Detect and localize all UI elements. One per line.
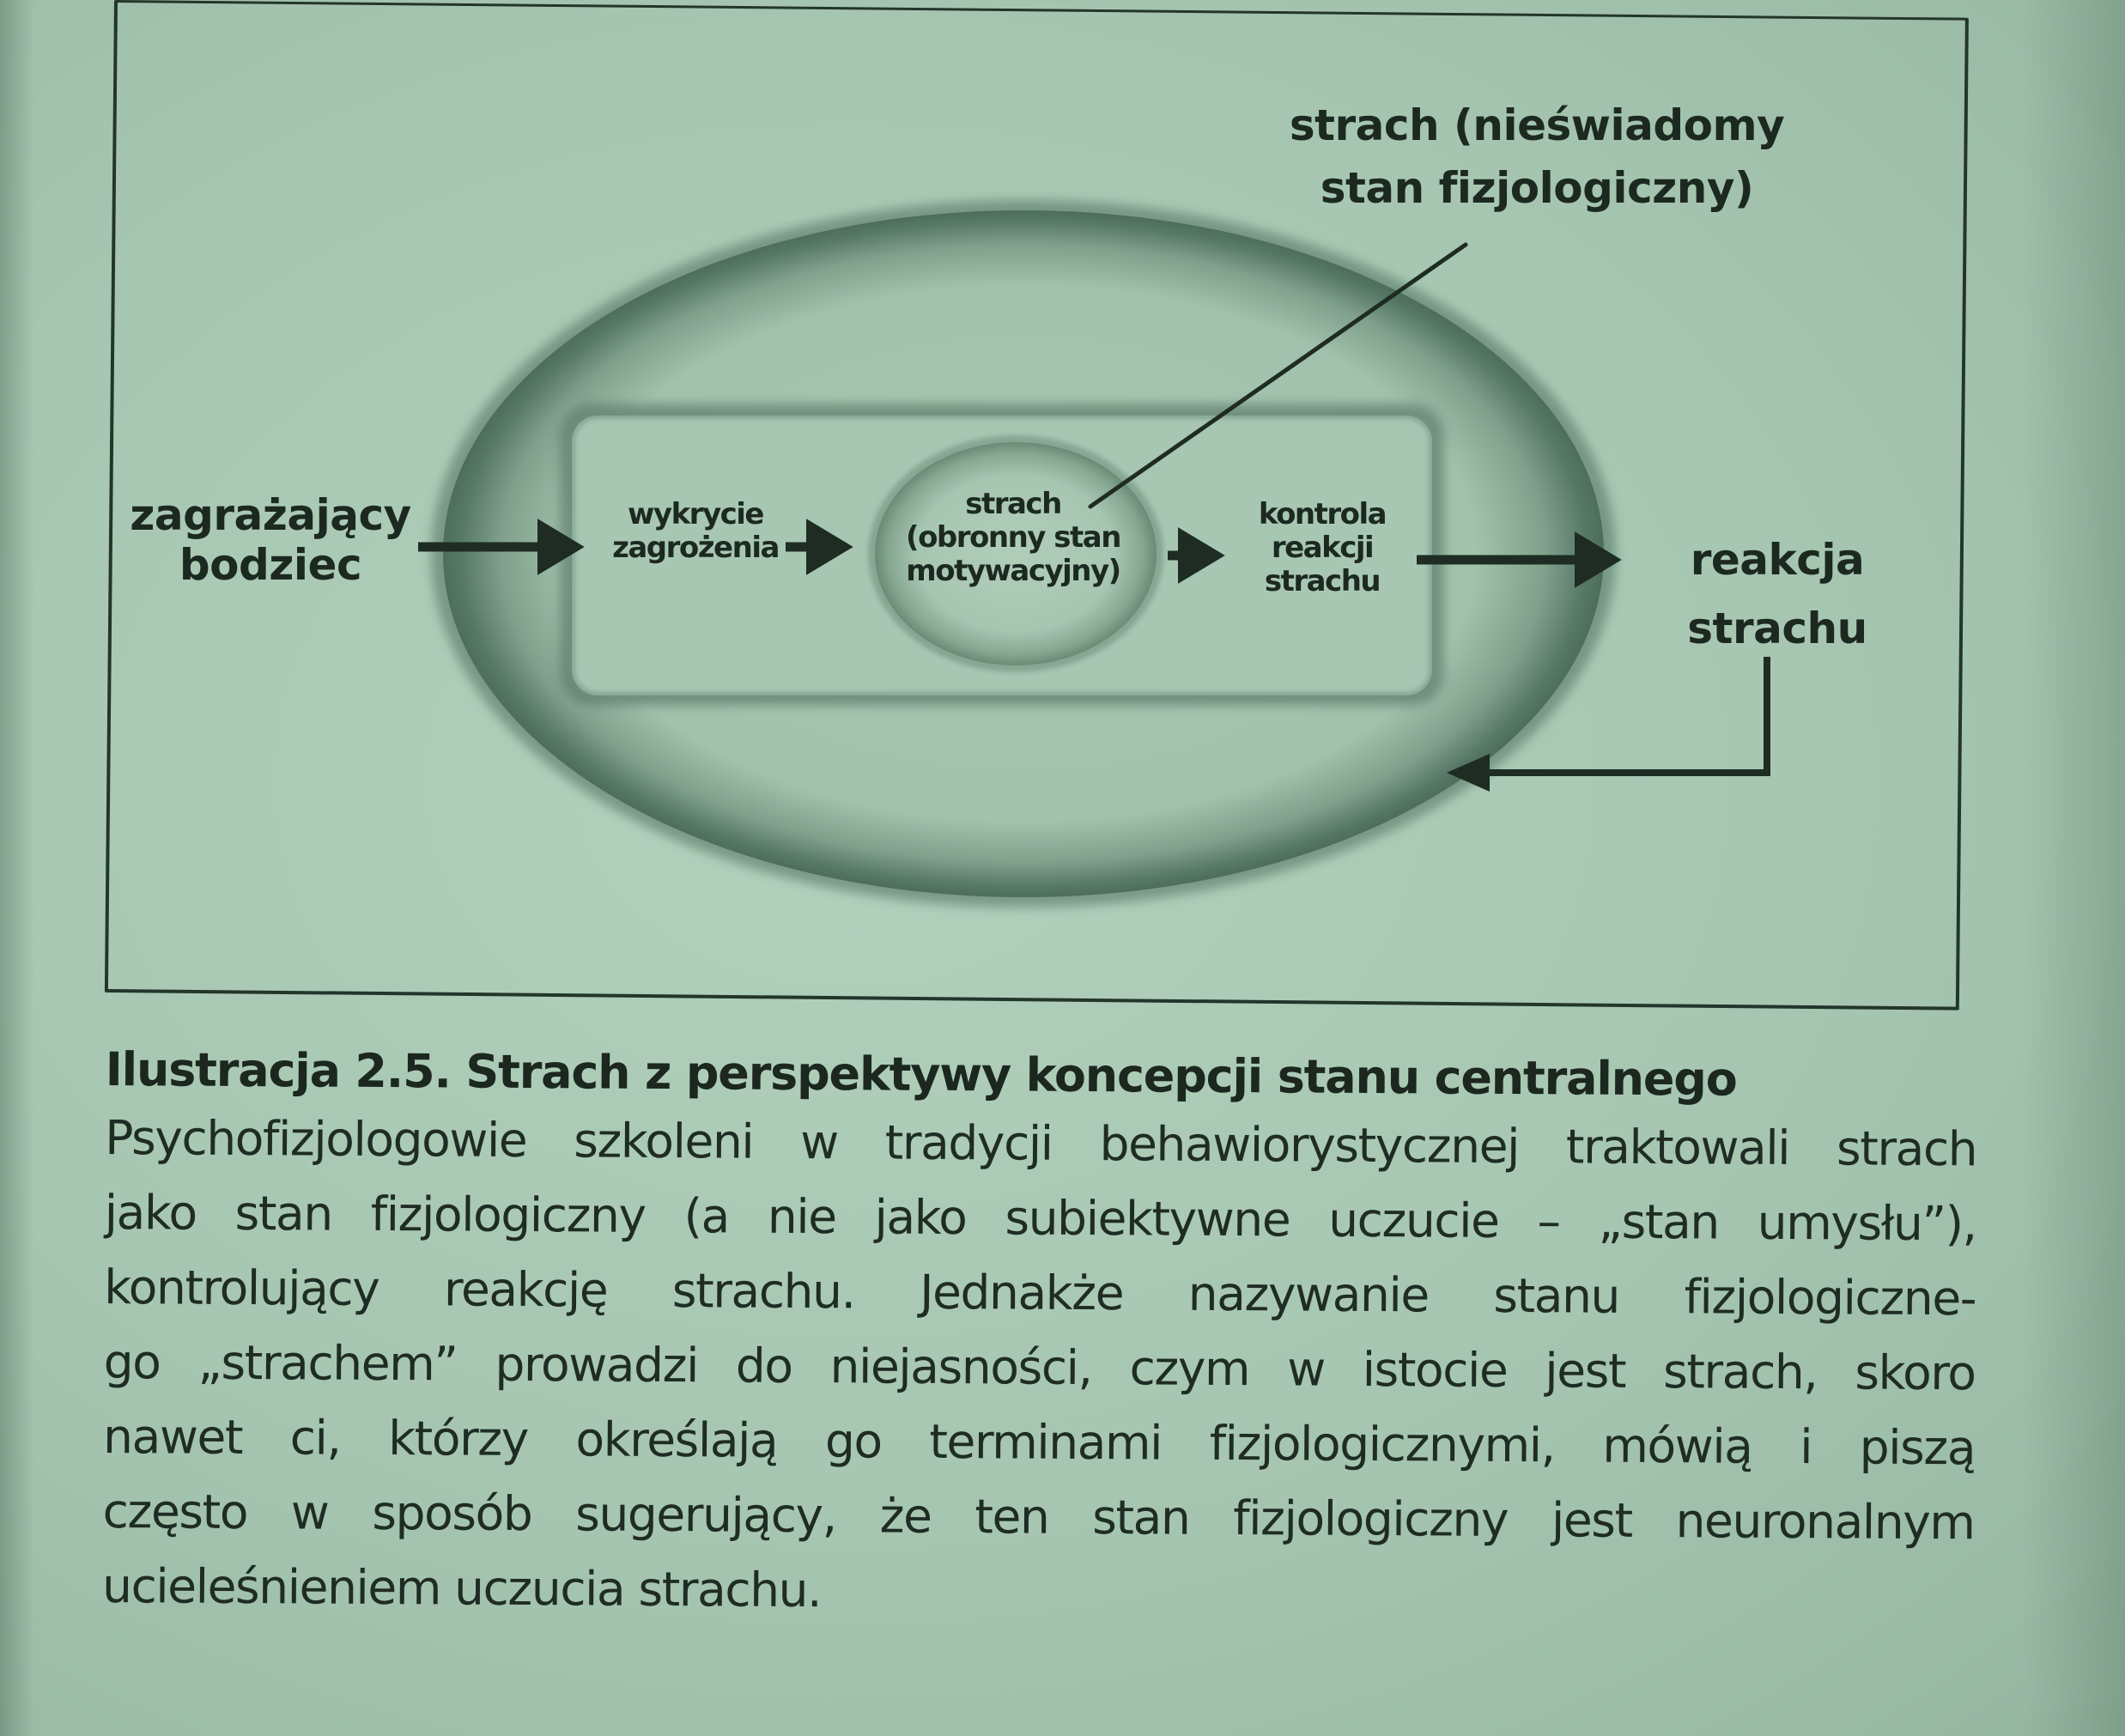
- node-label-line: kontrola: [1258, 497, 1387, 531]
- node-label-line: zagrażający: [130, 490, 411, 540]
- node-label-line: reakcja: [1690, 535, 1865, 585]
- caption-line: ucieleśnieniem uczucia strachu.: [101, 1557, 822, 1618]
- caption-line: Psychofizjologowie szkoleni w tradycji behawiorystycznej traktowali strach: [105, 1109, 1977, 1177]
- node-label-line: motywacyjny): [906, 554, 1120, 589]
- node-label-line: bodziec: [179, 539, 362, 590]
- caption-line: nawet ci, którzy określają go terminami fizjologicznymi, mówią i piszą: [102, 1408, 1976, 1476]
- node-label-line: strach (nieświadomy: [1289, 100, 1785, 150]
- node-fear-response: [1657, 525, 1897, 663]
- node-label-line: wykrycie: [628, 497, 763, 531]
- caption-line: jako stan fizjologiczny (a nie jako subiektywne uczucie – „stan umysłu”),: [104, 1184, 1976, 1252]
- caption-title: Ilustracja 2.5. Strach z perspektywy koncepcji stanu centralnego: [105, 1041, 1737, 1107]
- node-threatening-stimulus: [124, 491, 416, 590]
- node-fear-defensive-state: [897, 488, 1129, 588]
- node-fear-response-control: [1236, 498, 1408, 598]
- unconscious-physiological-state-label: [1271, 94, 1803, 219]
- node-label-line: strach: [965, 487, 1061, 521]
- caption-line: często w sposób sugerujący, że ten stan fizjologiczny jest neuronalnym: [102, 1483, 1975, 1551]
- node-label-line: stan fizjologiczny): [1320, 162, 1754, 213]
- caption-body: [102, 1101, 1977, 1635]
- node-label-line: (obronny stan: [906, 520, 1120, 555]
- node-label-line: strachu: [1264, 564, 1381, 599]
- caption-line: kontrolujący reakcję strachu. Jednakże nazywanie stanu fizjologiczne-: [104, 1259, 1976, 1326]
- node-label-line: zagrożenia: [612, 531, 779, 566]
- figure-caption: [102, 1039, 1977, 1635]
- node-threat-detection: [597, 498, 794, 565]
- node-label-line: reakcji: [1271, 531, 1374, 566]
- node-label-line: strachu: [1687, 604, 1867, 653]
- caption-line: go „strachem” prowadzi do niejasności, czym w istocie jest strach, skoro: [103, 1333, 1976, 1401]
